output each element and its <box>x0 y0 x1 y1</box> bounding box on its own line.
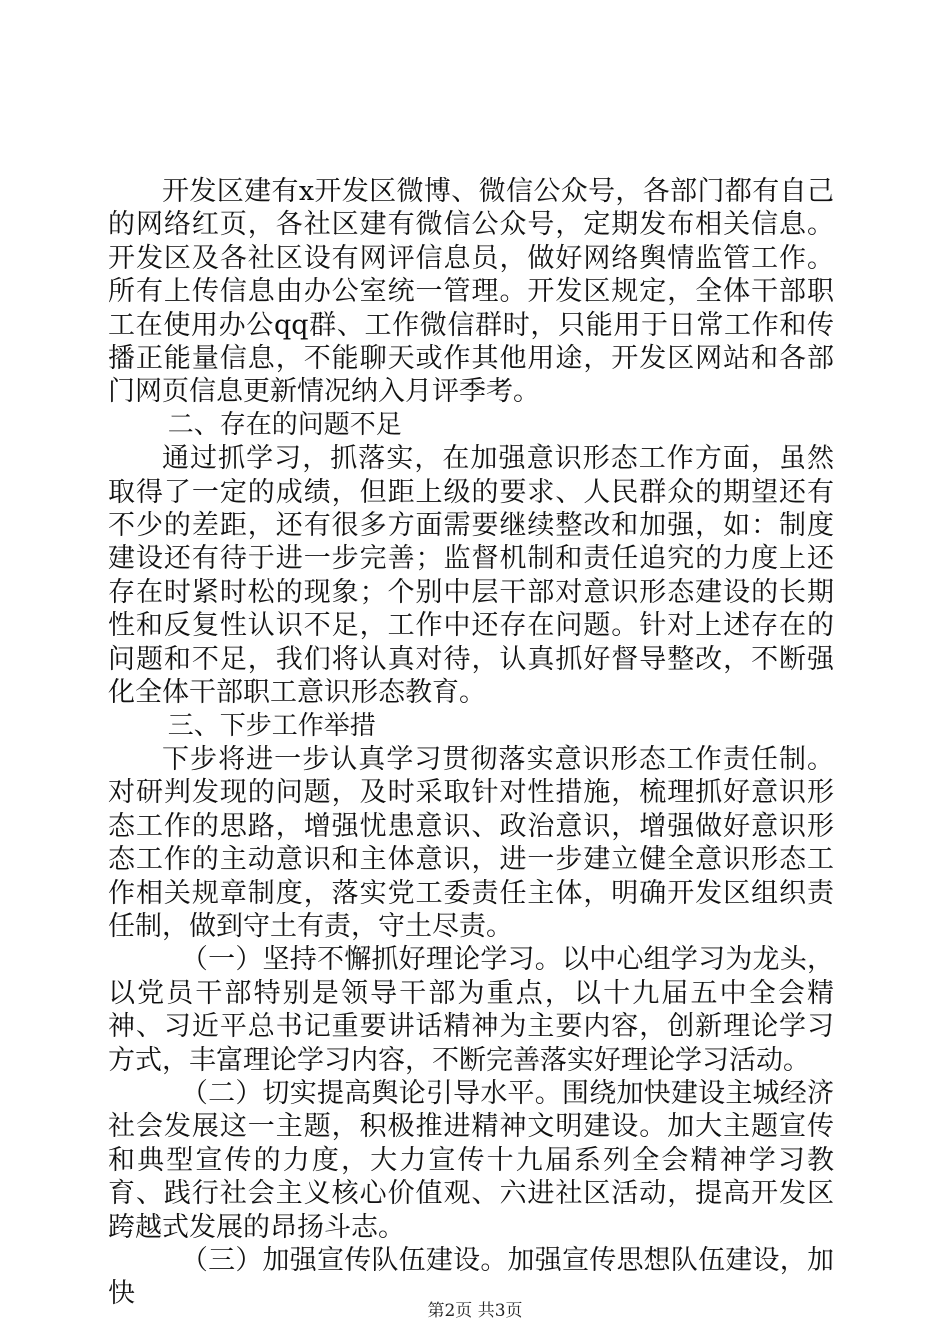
paragraph-public-opinion: （二）切实提高舆论引导水平。围绕加快建设主城经济社会发展这一主题，积极推进精神文明建设。加大主题宣传和典型宣传的力度，大力宣传十九届系列全会精神学习教育、践行社会主义核心价值观、六进社区活动，提高开发区跨越式发展的昂扬斗志。 <box>108 1077 834 1243</box>
paragraph-network-management: 开发区建有x开发区微博、微信公众号，各部门都有自己的网络红页，各社区建有微信公众号，定期发布相关信息。开发区及各社区设有网评信息员，做好网络舆情监管工作。所有上传信息由办公室统一管理。开发区规定，全体干部职工在使用办公qq群、工作微信群时，只能用于日常工作和传播正能量信息，不能聊天或作其他用途，开发区网站和各部门网页信息更新情况纳入月评季考。 <box>108 176 834 408</box>
section-heading-problems: 二、存在的问题不足 <box>167 409 402 440</box>
paragraph-problems: 通过抓学习，抓落实，在加强意识形态工作方面，虽然取得了一定的成绩，但距上级的要求、人民群众的期望还有不少的差距，还有很多方面需要继续整改和加强，如：制度建设还有待于进一步完善；监督机制和责任追究的力度上还存在时紧时松的现象；个别中层干部对意识形态建设的长期性和反复性认识不足，工作中还存在问题。针对上述存在的问题和不足，我们将认真对待，认真抓好督导整改，不断强化全体干部职工意识形态教育。 <box>108 443 834 709</box>
page-number-footer: 第2页 共3页 <box>427 1301 523 1321</box>
paragraph-publicity-team: （三）加强宣传队伍建设。加强宣传思想队伍建设，加快 <box>108 1245 834 1310</box>
paragraph-next-steps: 下步将进一步认真学习贯彻落实意识形态工作责任制。对研判发现的问题，及时采取针对性措施，梳理抓好意识形态工作的思路，增强忧患意识、政治意识，增强做好意识形态工作的主动意识和主体意识，进一步建立健全意识形态工作相关规章制度，落实党工委责任主体，明确开发区组织责任制，做到守土有责，守土尽责。 <box>108 743 834 942</box>
section-heading-next-steps: 三、下步工作举措 <box>167 710 376 741</box>
document-body <box>108 175 834 1311</box>
paragraph-theory-study: （一）坚持不懈抓好理论学习。以中心组学习为龙头，以党员干部特别是领导干部为重点，以十九届五中全会精神、习近平总书记重要讲话精神为主要内容，创新理论学习方式，丰富理论学习内容，不断完善落实好理论学习活动。 <box>108 944 834 1076</box>
